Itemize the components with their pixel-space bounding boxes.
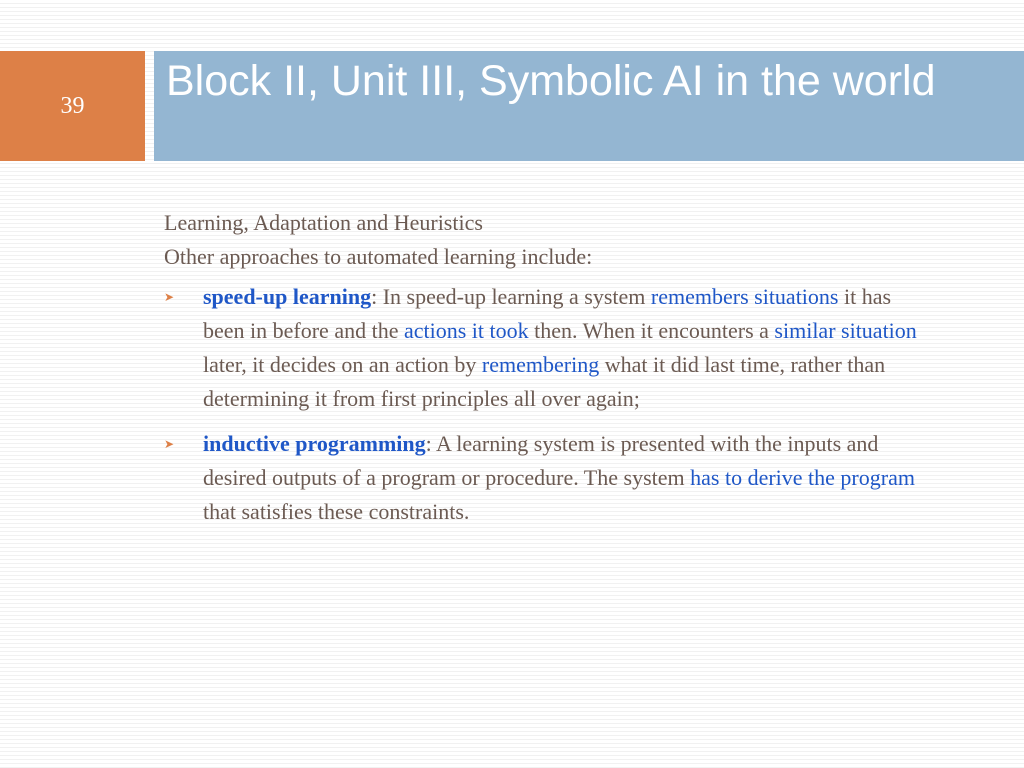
bullet-text: it has been in before and the: [203, 284, 892, 343]
bullet-text: later, it decides on an action by: [203, 352, 482, 377]
intro-text: Other approaches to automated learning include:: [164, 244, 593, 269]
slide-number-box: [0, 51, 145, 161]
chevron-right-bullet-icon: ➤: [164, 290, 175, 304]
bullet-text: what it did last time, rather than determining it from first principles all over again;: [203, 352, 886, 411]
bullet-term: speed-up learning: [203, 284, 372, 309]
bullet-highlight: remembers situations: [650, 284, 839, 309]
bullet-item-speed-up-learning: [164, 280, 924, 416]
bullet-text: : A learning system is presented with the inputs and desired outputs of a program or procedure. The system: [203, 431, 879, 490]
bullet-item-inductive-programming: [164, 427, 924, 529]
slide-title: Block II, Unit III, Symbolic AI in the world: [166, 57, 936, 105]
bullet-text: then. When it encounters a: [528, 318, 775, 343]
bullet-highlight: remembering: [481, 352, 600, 377]
bullet-text: : In speed-up learning a system: [371, 284, 651, 309]
bullet-highlight: actions it took: [403, 318, 529, 343]
chevron-right-bullet-icon: ➤: [164, 437, 175, 451]
bullet-text: that satisfies these constraints.: [203, 499, 470, 524]
slide-content: [164, 206, 924, 540]
section-heading: Learning, Adaptation and Heuristics: [164, 210, 483, 235]
bullet-highlight: similar situation: [774, 318, 917, 343]
bullet-highlight: has to derive the program: [690, 465, 915, 490]
slide-number: 39: [60, 92, 85, 119]
bullet-list: [164, 280, 924, 529]
title-bar: [154, 51, 1024, 161]
bullet-term: inductive programming: [203, 431, 426, 456]
